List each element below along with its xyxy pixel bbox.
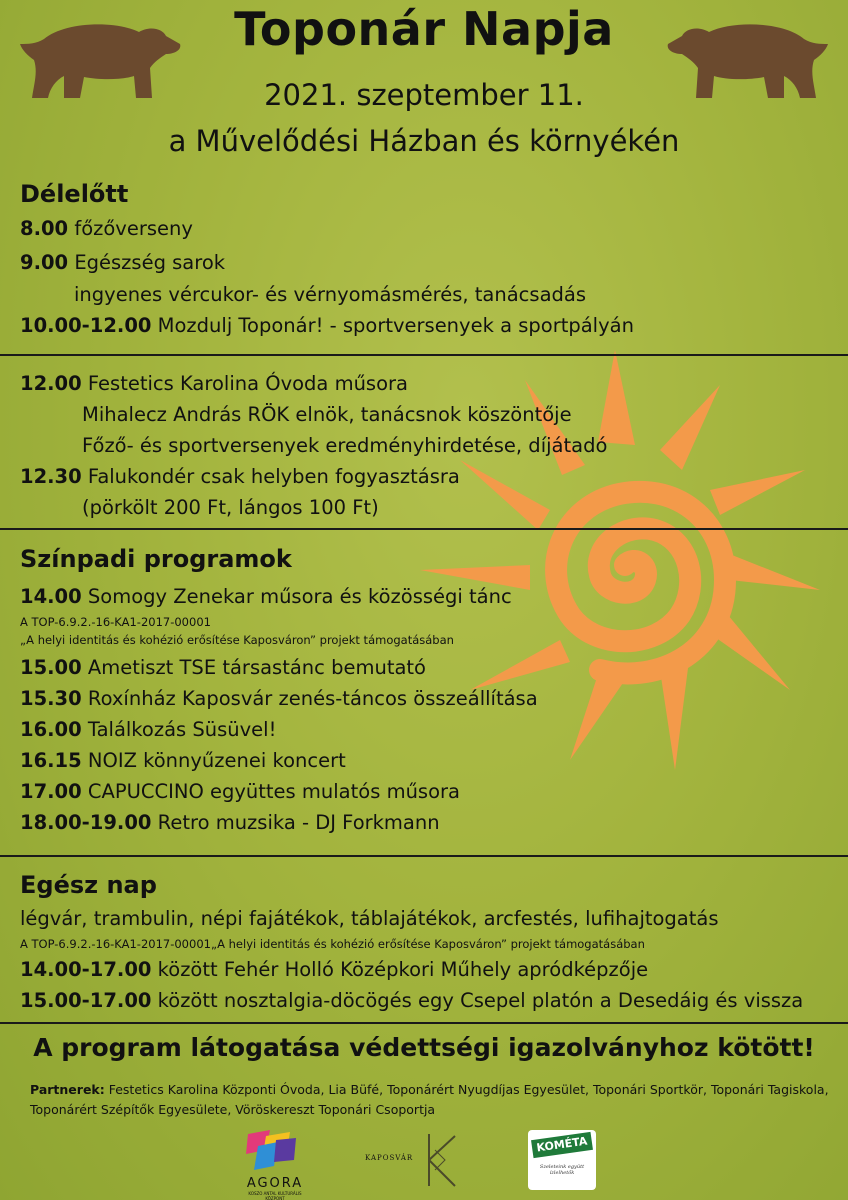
kaposvar-k-icon xyxy=(423,1130,463,1190)
program-time: 12.00 xyxy=(20,372,82,395)
divider xyxy=(0,855,848,857)
kometa-logo-subtext: Szeleteink együtt ízlelhetők xyxy=(539,1164,585,1176)
program-time: 15.00 xyxy=(20,656,82,679)
program-item xyxy=(20,749,346,772)
program-item xyxy=(20,465,460,488)
program-text: Mihalecz András RÖK elnök, tanácsnok köszöntője xyxy=(82,403,572,426)
agora-logo-subtext: KOSZO ANTAL KULTURÁLIS KÖZPONT xyxy=(248,1191,302,1200)
program-item xyxy=(20,656,426,679)
kometa-logo-text: KOMÉTA xyxy=(531,1132,593,1158)
kometa-logo-box xyxy=(528,1130,596,1190)
program-item xyxy=(20,989,803,1012)
funding-note: „A helyi identitás és kohézió erősítése Kaposváron” projekt támogatásában xyxy=(20,633,454,647)
program-time: 16.00 xyxy=(20,718,82,741)
divider xyxy=(0,354,848,356)
partners-list xyxy=(30,1080,830,1120)
agora-logo-icon xyxy=(240,1130,320,1172)
program-item xyxy=(20,687,538,710)
program-item xyxy=(20,958,648,981)
divider xyxy=(0,1022,848,1024)
agora-logo-text: AGORA xyxy=(246,1176,304,1191)
notice-banner: A program látogatása védettségi igazolványhoz kötött! xyxy=(33,1033,815,1062)
program-item xyxy=(20,314,634,337)
kaposvar-logo xyxy=(365,1130,475,1190)
funding-note: A TOP-6.9.2.-16-KA1-2017-00001„A helyi identitás és kohézió erősítése Kaposváron” projekt támogatásában xyxy=(20,937,645,951)
program-text: NOIZ könnyűzenei koncert xyxy=(87,749,346,772)
program-item xyxy=(20,372,408,395)
program-time: 14.00 xyxy=(20,585,82,608)
program-text: Somogy Zenekar műsora és közösségi tánc xyxy=(87,585,512,608)
program-text: ingyenes vércukor- és vérnyomásmérés, tanácsadás xyxy=(74,283,586,306)
kometa-logo xyxy=(528,1130,596,1190)
divider xyxy=(0,528,848,530)
program-text: Ametiszt TSE társastánc bemutató xyxy=(87,656,426,679)
program-time: 9.00 xyxy=(20,251,69,274)
program-text: CAPUCCINO együttes mulatós műsora xyxy=(87,780,460,803)
page-title: Toponár Napja xyxy=(234,2,614,56)
program-time: 15.30 xyxy=(20,687,82,710)
program-time: 15.00-17.00 xyxy=(20,989,152,1012)
program-time: 10.00-12.00 xyxy=(20,314,152,337)
program-item xyxy=(20,718,276,741)
program-item xyxy=(20,811,440,834)
partners-text: Festetics Karolina Központi Óvoda, Lia Büfé, Toponárért Nyugdíjas Egyesület, Toponári Sportkör, Toponári Tagiskola, Toponárért Szépítők Egyesülete, Vöröskereszt Toponári Csoportja xyxy=(30,1082,829,1117)
program-text: légvár, trambulin, népi fajátékok, táblajátékok, arcfestés, lufihajtogatás xyxy=(20,907,719,930)
program-time: 17.00 xyxy=(20,780,82,803)
program-time: 14.00-17.00 xyxy=(20,958,152,981)
program-text: Falukondér csak helyben fogyasztásra xyxy=(87,465,460,488)
program-item xyxy=(20,217,193,240)
program-text: (pörkölt 200 Ft, lángos 100 Ft) xyxy=(82,496,379,519)
program-time: 12.30 xyxy=(20,465,82,488)
program-text: Festetics Karolina Óvoda műsora xyxy=(87,372,408,395)
program-item xyxy=(20,780,460,803)
partners-label: Partnerek: xyxy=(30,1082,105,1097)
section-heading-stage: Színpadi programok xyxy=(20,545,292,573)
program-time: 18.00-19.00 xyxy=(20,811,152,834)
section-heading-allday: Egész nap xyxy=(20,871,157,899)
program-text: főzőverseny xyxy=(74,217,193,240)
program-item xyxy=(20,585,512,608)
program-text: Mozdulj Toponár! - sportversenyek a sportpályán xyxy=(157,314,634,337)
program-text: Egészség sarok xyxy=(74,251,226,274)
section-heading-morning: Délelőtt xyxy=(20,180,129,208)
program-text: Találkozás Süsüvel! xyxy=(87,718,277,741)
kaposvar-logo-text: KAPOSVÁR xyxy=(365,1154,414,1162)
program-text: Főző- és sportversenyek eredményhirdetése, díjátadó xyxy=(82,434,608,457)
event-venue: a Művelődési Házban és környékén xyxy=(168,124,680,158)
event-date: 2021. szeptember 11. xyxy=(264,78,584,112)
program-text: között nosztalgia-döcögés egy Csepel platón a Desedáig és vissza xyxy=(157,989,804,1012)
program-text: Retro muzsika - DJ Forkmann xyxy=(157,811,440,834)
program-text: között Fehér Holló Középkori Műhely apródképzője xyxy=(157,958,649,981)
program-text: Roxínház Kaposvár zenés-táncos összeállítása xyxy=(87,687,538,710)
funding-note: A TOP-6.9.2.-16-KA1-2017-00001 xyxy=(20,615,211,629)
program-time: 16.15 xyxy=(20,749,82,772)
program-time: 8.00 xyxy=(20,217,69,240)
program-item xyxy=(20,251,225,274)
agora-logo xyxy=(240,1130,320,1200)
